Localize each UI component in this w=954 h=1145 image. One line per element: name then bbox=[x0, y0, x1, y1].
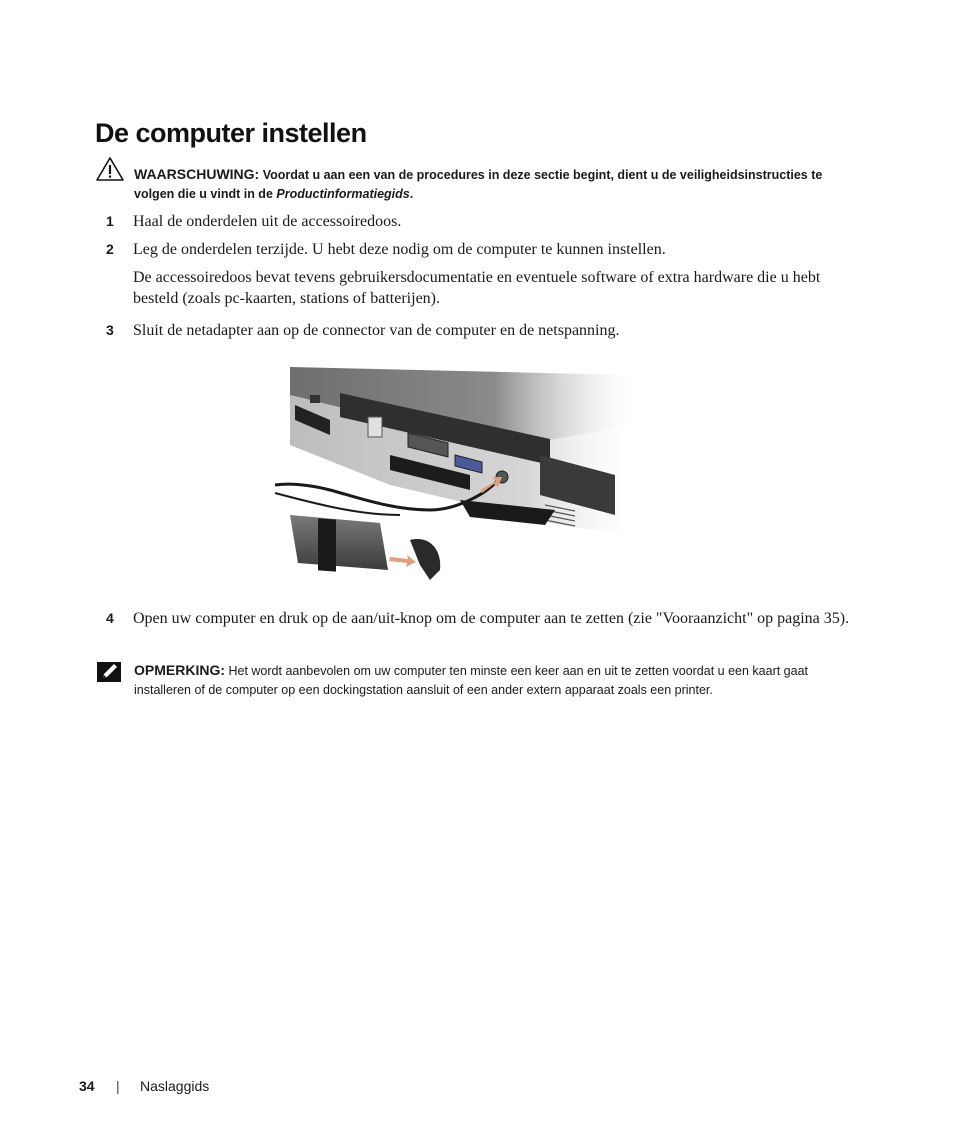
note-label: OPMERKING: bbox=[134, 662, 225, 678]
step-text: Open uw computer en druk op de aan/uit-knop om de computer aan te zetten (zie "Vooraanzicht" op pagina 35). bbox=[133, 610, 850, 627]
step-number: 2 bbox=[106, 241, 114, 257]
ac-adapter-illustration bbox=[270, 365, 638, 593]
footer-separator: | bbox=[116, 1078, 120, 1094]
adapter-brick bbox=[290, 515, 388, 570]
network-port bbox=[310, 395, 320, 403]
step-number: 3 bbox=[106, 322, 114, 338]
warning-text: Voordat u aan een van de procedures in deze sectie begint, dient u de veiligheidsinstructies te volgen die u vindt in de bbox=[134, 168, 823, 201]
note-text: Het wordt aanbevolen om uw computer ten minste een keer aan en uit te zetten voordat u een kaart gaat installeren of de computer op een dockingstation aansluit of een ander extern apparaat zoals een printer. bbox=[134, 664, 809, 697]
page-number: 34 bbox=[79, 1078, 95, 1094]
usb-port bbox=[368, 417, 382, 437]
warning-label: WAARSCHUWING: bbox=[134, 166, 260, 182]
warning-triangle-icon bbox=[95, 156, 125, 182]
page-title: De computer instellen bbox=[95, 118, 367, 148]
step-text: Haal de onderdelen uit de accessoiredoos. bbox=[133, 213, 402, 230]
step-text: Sluit de netadapter aan op de connector van de computer en de netspanning. bbox=[133, 322, 620, 339]
warning-doc-title: Productinformatiegids bbox=[276, 187, 410, 201]
footer-book-title: Naslaggids bbox=[140, 1078, 210, 1094]
power-cord-plug bbox=[410, 539, 440, 580]
plug-arrow-icon bbox=[389, 555, 416, 567]
step-2-paragraph: De accessoiredoos bevat tevens gebruikersdocumentatie en eventuele software of extra hardware die u hebt besteld (zoals pc-kaarten, stations of batterijen). bbox=[133, 269, 821, 307]
step-number: 4 bbox=[106, 610, 114, 626]
step-text: Leg de onderdelen terzijde. U hebt deze nodig om de computer te kunnen instellen. bbox=[133, 241, 666, 258]
step-number: 1 bbox=[106, 213, 114, 229]
warning-text-end: . bbox=[409, 187, 414, 201]
note-pencil-icon bbox=[95, 660, 125, 686]
